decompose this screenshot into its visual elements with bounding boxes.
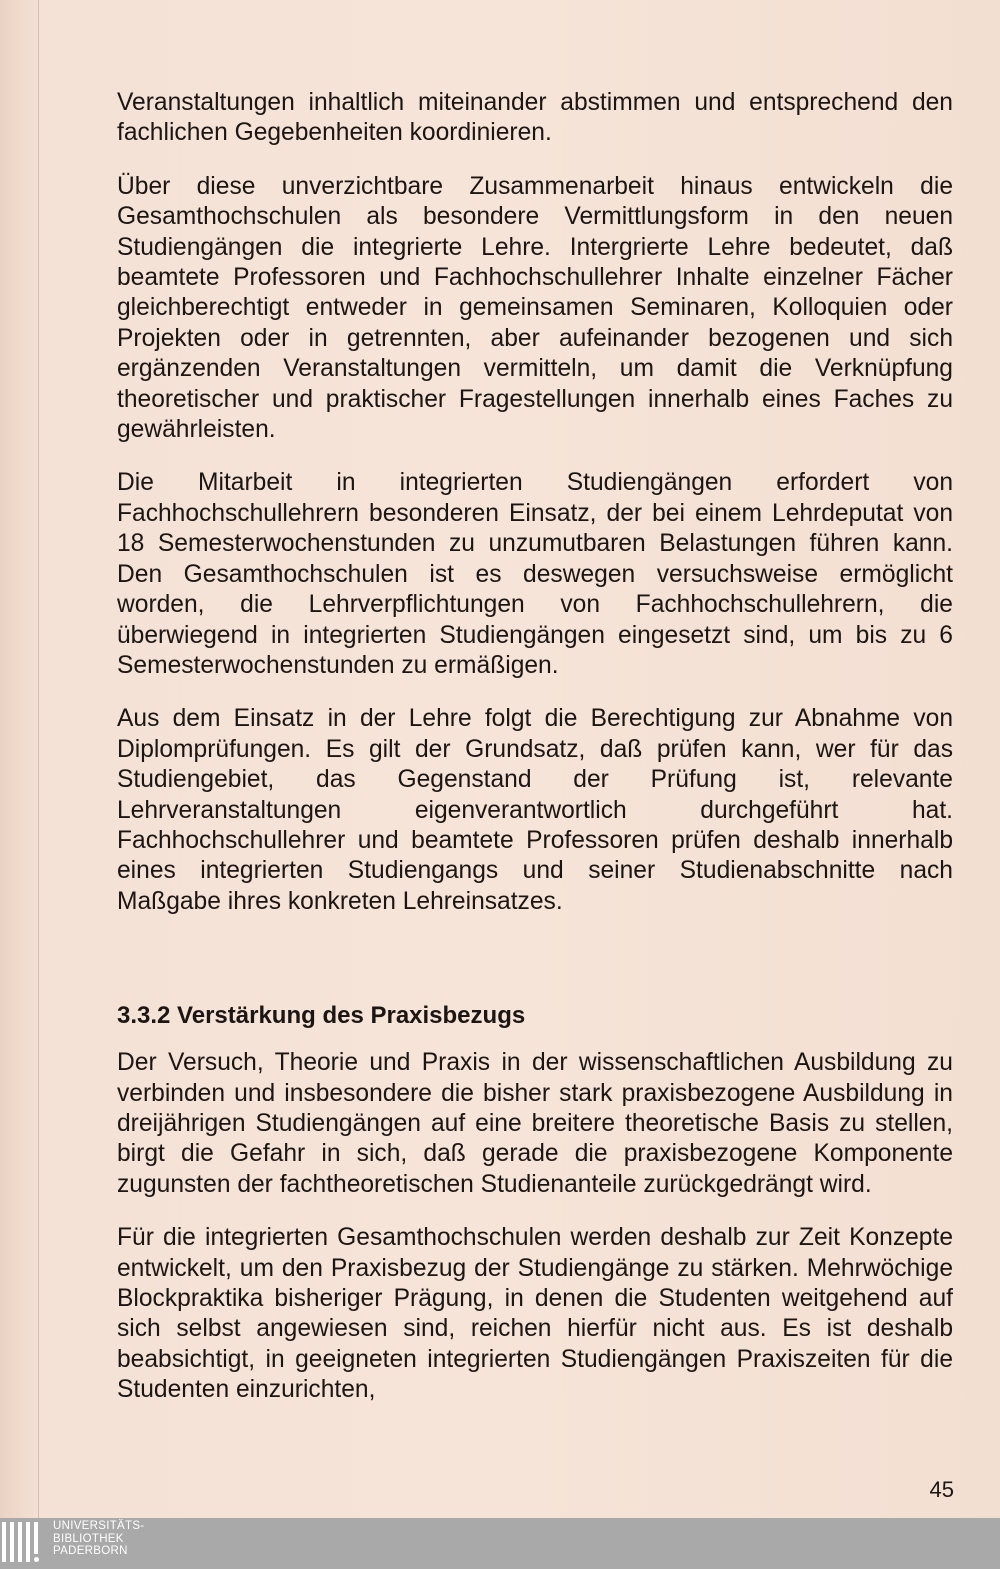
paragraph: Über diese unverzichtbare Zusammenarbeit hinaus entwickeln die Gesamthochschulen als besondere Vermittlungsform in den neuen Studiengängen die integrierte Lehre. Intergrierte Lehre bedeutet, daß beamtete Professoren und Fachhochschullehrer Inhalte einzelner Fächer gleichberechtigt entweder in gemeinsamen Seminaren, Kolloquien oder Projekten oder in getrennten, aber aufeinander bezogenen und sich ergänzenden Veranstaltungen vermitteln, um damit die Verknüpfung theoretischer und praktischer Fragestellungen innerhalb eines Faches zu gewährleisten. xyxy=(117,172,953,444)
paragraph: Veranstaltungen inhaltlich miteinander abstimmen und entsprechend den fachlichen Gegebenheiten koordinieren. xyxy=(117,89,953,147)
paragraph: Für die integrierten Gesamthochschulen werden deshalb zur Zeit Konzepte entwickelt, um den Praxisbezug der Studiengänge zu stärken. Mehrwöchige Blockpraktika bisheriger Prägung, in denen die Studenten weitgehend auf sich selbst angewiesen sind, reichen hierfür nicht aus. Es ist deshalb beabsichtigt, in geeigneten integrierten Studiengängen Praxiszeiten für die Studenten einzurichten, xyxy=(117,1224,953,1404)
logo-line: BIBLIOTHEK xyxy=(53,1532,124,1545)
logo-line: PADERBORN xyxy=(53,1545,128,1557)
paragraph: Der Versuch, Theorie und Praxis in der wissenschaftlichen Ausbildung zu verbinden und insbesondere die bisher stark praxisbezogene Ausbildung in dreijährigen Studiengängen auf eine breitere theoretische Basis zu stellen, birgt die Gefahr in sich, daß gerade die praxisbezogene Komponente zugunsten der fachtheoretischen Studienanteile zurückgedrängt wird. xyxy=(117,1049,953,1198)
library-logo-icon xyxy=(2,1522,46,1566)
page-gutter-line xyxy=(38,0,39,1518)
logo-line: UNIVERSITÄTS- xyxy=(53,1520,145,1532)
page-content xyxy=(117,88,953,1406)
section-heading: 3.3.2 Verstärkung des Praxisbezugs xyxy=(117,1002,526,1030)
library-logo-text xyxy=(53,1520,144,1558)
library-footer-bar xyxy=(0,1518,1000,1569)
paragraph: Die Mitarbeit in integrierten Studiengängen erfordert von Fachhochschullehrern besonderen Einsatz, der bei einem Lehrdeputat von 18 Semesterwochenstunden zu unzumutbaren Belastungen führen kann. Den Gesamthochschulen ist es deswegen versuchsweise ermöglicht worden, die Lehrverpflichtungen von Fachhochschullehrern, die überwiegend in integrierten Studiengängen eingesetzt sind, um bis zu 6 Semesterwochenstunden zu ermäßigen. xyxy=(117,469,953,679)
page-number: 45 xyxy=(929,1477,954,1502)
paragraph: Aus dem Einsatz in der Lehre folgt die Berechtigung zur Abnahme von Diplomprüfungen. Es gilt der Grundsatz, daß prüfen kann, wer für das Studiengebiet, das Gegenstand der Prüfung ist, relevante Lehrveranstaltungen eigenverantwortlich durchgeführt hat. Fachhochschullehrer und beamtete Professoren prüfen deshalb innerhalb eines integrierten Studiengangs und seiner Studienabschnitte nach Maßgabe ihres konkreten Lehreinsatzes. xyxy=(117,705,953,915)
